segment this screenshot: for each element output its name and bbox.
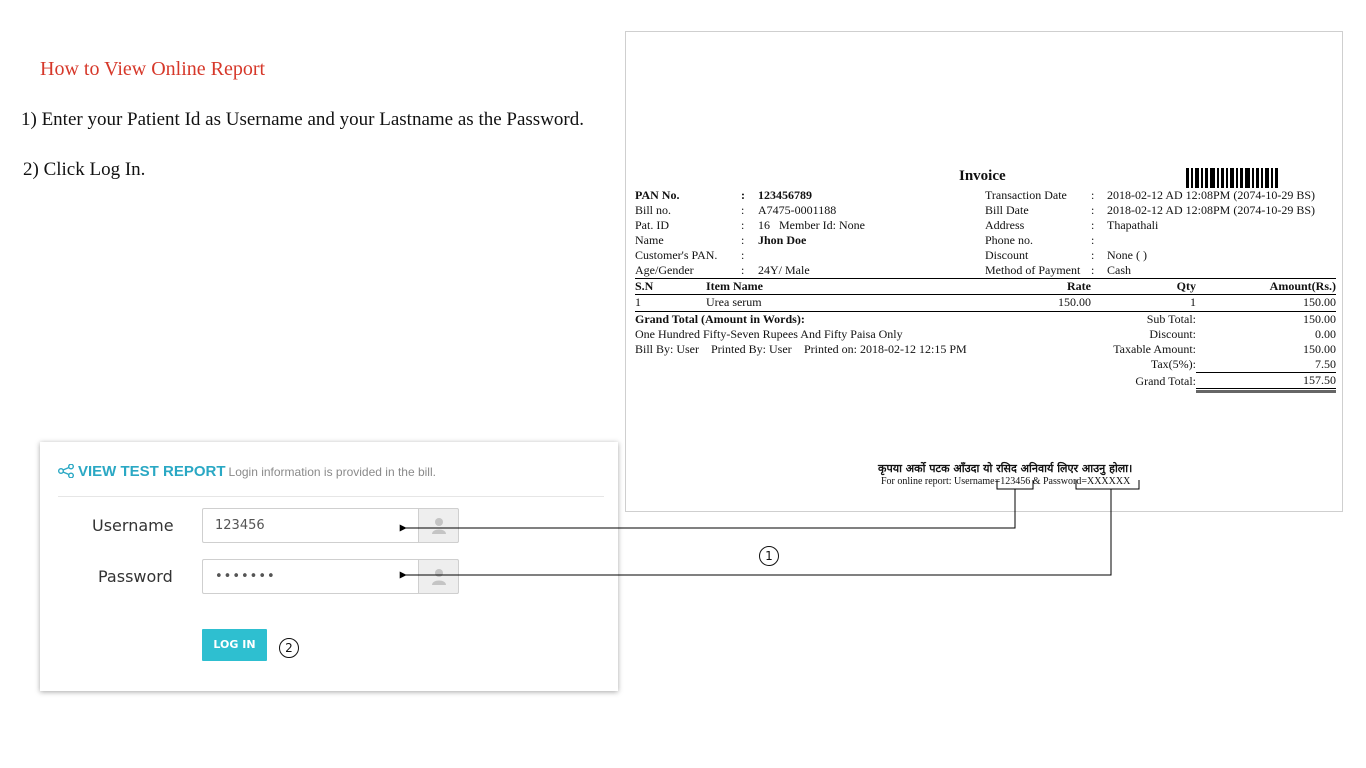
colon: : [1091, 263, 1095, 277]
age-gender-value: 24Y/ Male [758, 263, 810, 277]
grand-total-value: 157.50 [1303, 373, 1336, 387]
colon: : [1091, 203, 1095, 217]
colon: : [741, 188, 745, 202]
colon: : [741, 233, 745, 247]
bill-date-value: 2018-02-12 AD 12:08PM (2074-10-29 BS) [1107, 203, 1316, 217]
username-input[interactable]: 123456 [202, 508, 458, 543]
login-card [40, 442, 618, 691]
grand-total-label: Grand Total: [1135, 374, 1196, 388]
row-item: Urea serum [706, 295, 762, 309]
online-username: 123456 [1000, 476, 1031, 487]
password-label: Password [98, 567, 173, 586]
subtotal-label: Sub Total: [1146, 312, 1196, 326]
nepali-note: कृपया अर्को पटक आँउदा यो रसिद अनिवार्य लिएर आउनु होला। [878, 462, 1133, 475]
online-mid: & Password= [1030, 476, 1087, 487]
transaction-date-label: Transaction Date [985, 188, 1067, 202]
bill-date-label: Bill Date [985, 203, 1029, 217]
bill-no-value: A7475-0001188 [758, 203, 837, 217]
callout-1: 1 [759, 546, 779, 566]
discount-total-value: 0.00 [1315, 327, 1336, 341]
age-gender-label: Age/Gender [635, 263, 694, 277]
row-qty: 1 [1190, 295, 1196, 309]
row-amount: 150.00 [1303, 295, 1336, 309]
row-sn: 1 [635, 295, 641, 309]
pan-value: 123456789 [758, 188, 812, 202]
bill-by: Bill By: User [635, 342, 700, 356]
name-value: Jhon Doe [758, 233, 807, 247]
online-report-note [881, 476, 1130, 487]
payment-method-value: Cash [1107, 263, 1131, 277]
amount-words-label: Grand Total (Amount in Words): [635, 312, 805, 326]
card-title: VIEW TEST REPORT [78, 463, 226, 480]
address-label: Address [985, 218, 1025, 232]
login-button[interactable]: LOG IN [202, 629, 267, 661]
instruction-step-2: 2) Click Log In. [23, 159, 146, 180]
colon: : [741, 218, 745, 232]
taxable-label: Taxable Amount: [1113, 342, 1196, 356]
username-addon [418, 508, 459, 543]
card-header [58, 463, 436, 481]
barcode-image [1186, 168, 1278, 188]
colon: : [1091, 218, 1095, 232]
online-prefix: For online report: Username= [881, 476, 1001, 487]
colon: : [741, 263, 745, 277]
tax-value: 7.50 [1315, 357, 1336, 371]
tax-label: Tax(5%): [1150, 357, 1196, 371]
printed-by: Printed By: User [711, 342, 792, 356]
phone-label: Phone no. [985, 233, 1033, 247]
colon: : [1091, 188, 1095, 202]
col-sn: S.N [635, 279, 654, 293]
colon: : [741, 203, 745, 217]
username-label: Username [92, 516, 174, 535]
discount-total-label: Discount: [1149, 327, 1196, 341]
card-subtitle: Login information is provided in the bill. [228, 465, 436, 479]
online-password: XXXXXX [1086, 476, 1131, 487]
user-icon [431, 568, 447, 586]
pat-id-value: 16 Member Id: None [758, 218, 865, 232]
col-qty: Qty [1176, 279, 1196, 293]
discount-label: Discount [985, 248, 1029, 262]
address-value: Thapathali [1107, 218, 1159, 232]
bill-no-label: Bill no. [635, 203, 672, 217]
password-input[interactable]: ••••••• [202, 559, 458, 594]
password-addon [418, 559, 459, 594]
instruction-step-1: 1) Enter your Patient Id as Username and your Lastname as the Password. [21, 109, 584, 130]
instructions-heading: How to View Online Report [40, 58, 266, 80]
pan-label: PAN No. [635, 188, 680, 202]
user-icon [431, 517, 447, 535]
transaction-date-value: 2018-02-12 AD 12:08PM (2074-10-29 BS) [1107, 188, 1316, 202]
col-rate: Rate [1067, 279, 1091, 293]
card-divider [58, 496, 604, 497]
taxable-value: 150.00 [1303, 342, 1336, 356]
payment-method-label: Method of Payment [985, 263, 1081, 277]
colon: : [1091, 248, 1095, 262]
printed-on: Printed on: 2018-02-12 12:15 PM [804, 342, 967, 356]
col-item: Item Name [706, 279, 763, 293]
invoice-image [625, 31, 1343, 512]
discount-value: None ( ) [1107, 248, 1147, 262]
subtotal-value: 150.00 [1303, 312, 1336, 326]
col-amount: Amount(Rs.) [1269, 279, 1336, 293]
name-label: Name [635, 233, 664, 247]
amount-words: One Hundred Fifty-Seven Rupees And Fifty Paisa Only [635, 327, 903, 341]
colon: : [741, 248, 745, 262]
colon: : [1091, 233, 1095, 247]
row-rate: 150.00 [1058, 295, 1091, 309]
invoice-title: Invoice [959, 168, 1006, 184]
customer-pan-label: Customer's PAN. [635, 248, 718, 262]
pat-id-label: Pat. ID [635, 218, 669, 232]
share-icon [58, 464, 74, 478]
callout-2: 2 [279, 638, 299, 658]
